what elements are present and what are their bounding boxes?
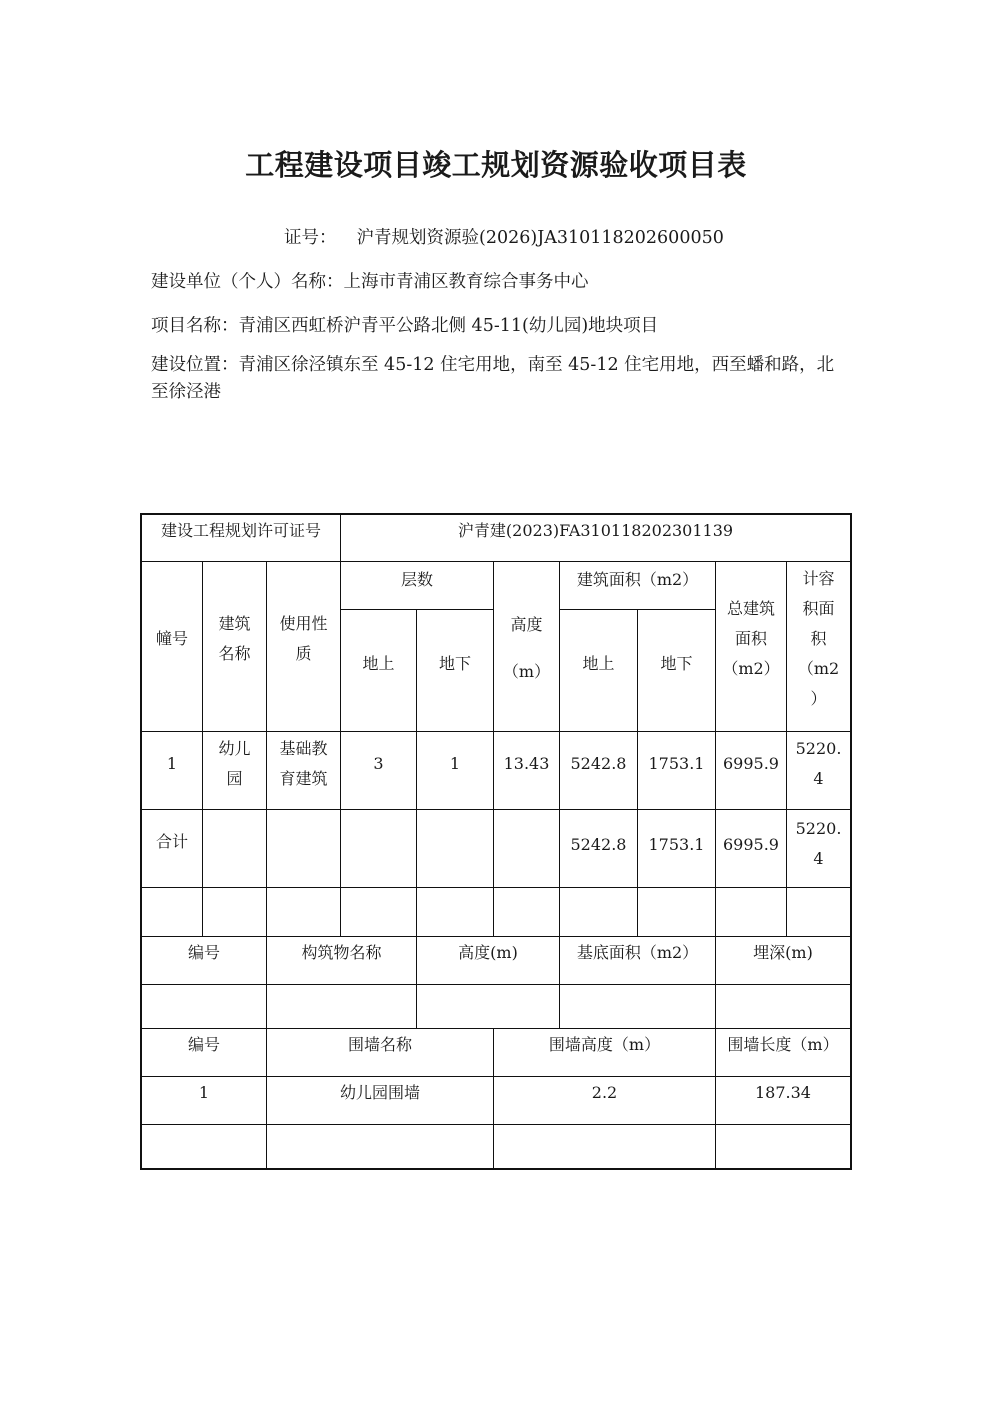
header-text: 地上 <box>582 654 615 673</box>
row-divider <box>141 561 850 562</box>
total-area-below <box>638 830 715 860</box>
walls-header-no <box>142 1030 266 1060</box>
row-total-area <box>716 749 786 779</box>
wall-row-height <box>494 1078 715 1108</box>
structures-header-base-area <box>560 938 715 968</box>
cell-text: 187.34 <box>755 1083 811 1102</box>
header-text: 名称 <box>218 644 251 663</box>
wall-row-no <box>142 1078 266 1108</box>
cell-text: 1753.1 <box>648 835 705 854</box>
cell-text: 6995.9 <box>723 835 779 854</box>
permit-label <box>142 516 340 546</box>
header-text: （m2 <box>797 659 840 678</box>
cell-text: 1 <box>449 754 461 773</box>
header-text: 高度 <box>510 615 543 634</box>
header-text: 层数 <box>400 570 433 589</box>
header-text: （m） <box>502 662 551 681</box>
row-name <box>203 734 266 794</box>
header-text: 地上 <box>362 654 395 673</box>
cell-text: 园 <box>226 769 243 788</box>
row-no <box>142 749 202 779</box>
cell-text: 2.2 <box>591 1083 618 1102</box>
structures-header-name <box>267 938 416 968</box>
row-divider <box>341 609 494 610</box>
cell-text: 育建筑 <box>279 769 328 788</box>
cell-text: 3 <box>373 754 384 773</box>
header-text: 编号 <box>187 943 220 962</box>
structures-header-no <box>142 938 266 968</box>
total-far-area <box>787 814 850 874</box>
row-height <box>494 749 559 779</box>
row-far-area <box>787 734 850 794</box>
certificate-value: 沪青规划资源验(2026)JA310118202600050 <box>356 228 724 248</box>
header-total-area <box>716 594 786 684</box>
header-height <box>494 601 559 695</box>
header-usage <box>267 609 340 669</box>
cell-text: 5242.8 <box>570 835 627 854</box>
row-divider <box>141 984 850 985</box>
wall-row-name <box>267 1078 493 1108</box>
header-text: 幢号 <box>155 629 188 648</box>
permit-value <box>341 516 850 546</box>
header-text: 编号 <box>187 1035 220 1054</box>
certificate-label: 证号： <box>284 228 337 248</box>
cell-text: 4 <box>813 769 824 788</box>
row-divider <box>141 731 850 732</box>
header-text: 地下 <box>438 654 471 673</box>
permit-value-text: 沪青建(2023)FA310118202301139 <box>457 521 734 540</box>
cell-text: 1 <box>166 754 178 773</box>
header-text: 计容 <box>802 569 835 588</box>
header-text: 围墙名称 <box>347 1035 412 1054</box>
row-divider <box>560 609 716 610</box>
walls-header-name <box>267 1030 493 1060</box>
cell-text: 幼儿 <box>218 739 251 758</box>
construction-location: 建设位置：青浦区徐泾镇东至 45-12 住宅用地，南至 45-12 住宅用地，西至蟠和路，北至徐泾港 <box>151 355 835 402</box>
header-floors <box>341 565 493 595</box>
certificate-number <box>284 224 724 249</box>
header-text: 建筑面积（m2） <box>576 570 699 589</box>
header-text: 高度(m) <box>458 943 518 962</box>
header-text: 使用性 <box>279 614 328 633</box>
header-text: 地下 <box>660 654 693 673</box>
header-text: 质 <box>295 644 312 663</box>
cell-text: 6995.9 <box>723 754 779 773</box>
row-divider <box>141 936 850 937</box>
walls-header-height <box>494 1030 715 1060</box>
total-area-above <box>560 830 637 860</box>
walls-header-length <box>716 1030 850 1060</box>
row-divider <box>141 887 850 888</box>
header-text: 总建筑 <box>726 599 775 618</box>
row-divider <box>141 1124 850 1125</box>
cell-text: 幼儿园围墙 <box>339 1083 420 1102</box>
row-usage <box>267 734 340 794</box>
cell-text: 1753.1 <box>648 754 705 773</box>
row-area-above <box>560 749 637 779</box>
header-text: 建筑 <box>218 614 251 633</box>
header-text: ） <box>810 689 827 708</box>
header-text: 围墙长度（m） <box>727 1035 839 1054</box>
cell-text: 合计 <box>155 832 188 851</box>
header-far-area <box>787 564 850 714</box>
cell-text: 1 <box>198 1083 210 1102</box>
project-name: 项目名称：青浦区西虹桥沪青平公路北侧 45-11(幼儿园)地块项目 <box>151 316 659 336</box>
structures-header-depth <box>716 938 850 968</box>
row-divider <box>141 1076 850 1077</box>
cell-text: 13.43 <box>503 754 550 773</box>
cell-text: 基础教 <box>279 739 328 758</box>
header-text: 面积 <box>734 629 767 648</box>
header-text: 积面 <box>802 599 835 618</box>
document-title: 工程建设项目竣工规划资源验收项目表 <box>245 148 747 182</box>
header-area-above <box>560 649 637 679</box>
row-divider <box>141 809 850 810</box>
header-text: 构筑物名称 <box>301 943 382 962</box>
wall-row-length <box>716 1078 850 1108</box>
cell-text: 4 <box>813 849 824 868</box>
total-label <box>142 827 202 857</box>
permit-label-text: 建设工程规划许可证号 <box>160 521 321 540</box>
header-text: 积 <box>810 629 827 648</box>
header-floors-below <box>417 649 493 679</box>
cell-text: 5220. <box>795 739 842 758</box>
header-floors-above <box>341 649 416 679</box>
header-area-below <box>638 649 715 679</box>
header-text: （m2） <box>722 659 780 678</box>
row-divider <box>141 1028 850 1029</box>
header-text: 围墙高度（m） <box>548 1035 661 1054</box>
cell-text: 5220. <box>795 819 842 838</box>
header-area <box>560 565 715 595</box>
header-building-no <box>142 624 202 654</box>
header-text: 基底面积（m2） <box>576 943 699 962</box>
structures-header-height <box>417 938 559 968</box>
row-area-below <box>638 749 715 779</box>
header-building-name <box>203 609 266 669</box>
header-text: 埋深(m) <box>753 943 813 962</box>
row-floors-above <box>341 749 416 779</box>
builder-name: 建设单位（个人）名称：上海市青浦区教育综合事务中心 <box>151 272 589 292</box>
total-total-area <box>716 830 786 860</box>
cell-text: 5242.8 <box>570 754 627 773</box>
row-floors-below <box>417 749 493 779</box>
